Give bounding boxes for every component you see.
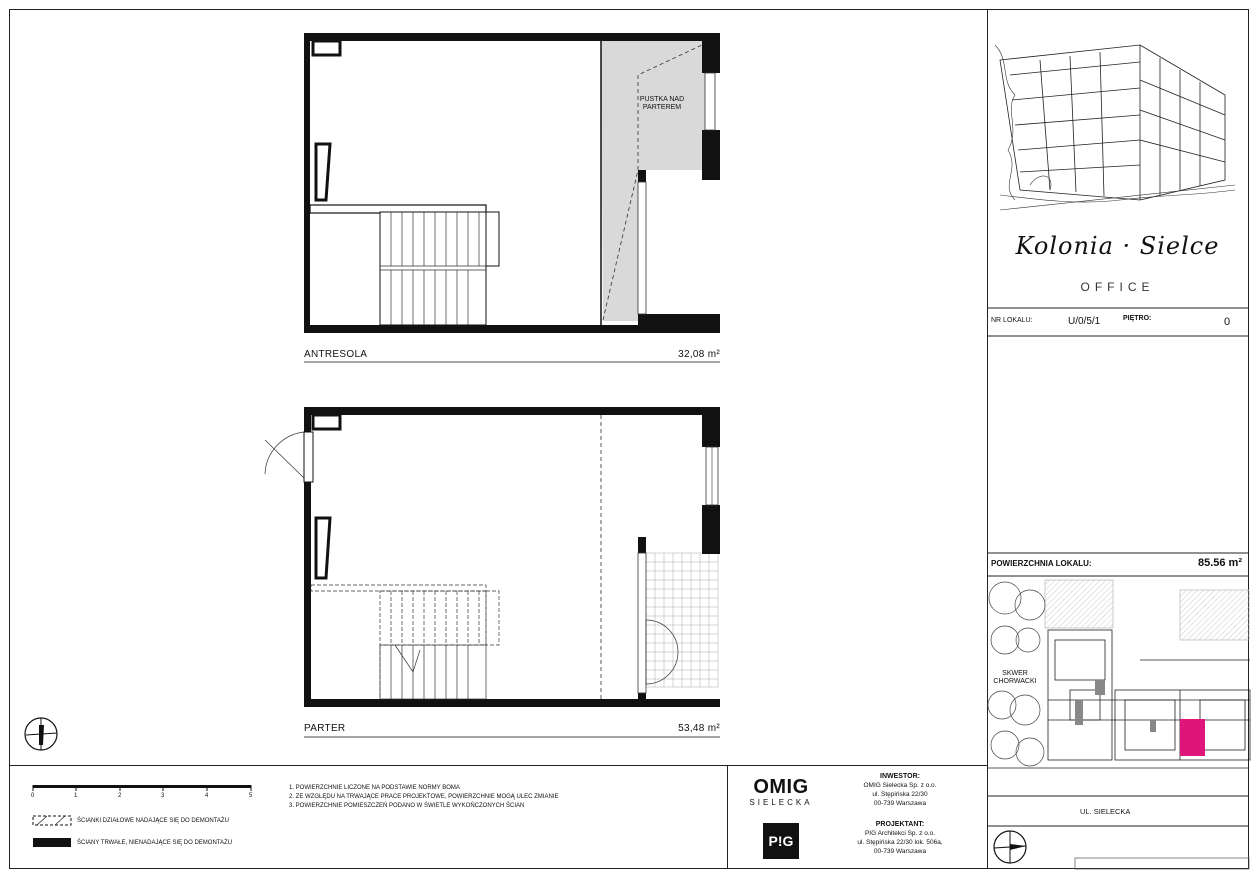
- investor-line-2: ul. Stępińska 22/30: [872, 791, 928, 798]
- antresola-area: 32,08 m²: [678, 349, 720, 360]
- pig-logo: P!G: [763, 823, 799, 859]
- parter-area: 53,48 m²: [678, 723, 720, 734]
- scale-tick-0: 0: [31, 793, 35, 799]
- map-label: SKWER CHORWACKI: [993, 670, 1037, 685]
- designer-line-3: 00-739 Warszawa: [873, 848, 927, 855]
- omig-logo: OMIG: [753, 776, 809, 798]
- antresola-label: ANTRESOLA: [304, 349, 368, 360]
- scale-tick-1: 1: [74, 793, 78, 799]
- legend-item-permanent: ŚCIANY TRWAŁE, NIENADAJĄCE SIĘ DO DEMONTAŻU: [77, 840, 233, 846]
- logo-line2: OFFICE: [1080, 280, 1155, 294]
- designer-line-2: ul. Stępińska 22/30 lok. 506a,: [857, 839, 943, 846]
- note-1: 1. POWIERZCHNIE LICZONE NA PODSTAWIE NORMY BOMA: [289, 785, 460, 791]
- parter-label: PARTER: [304, 723, 346, 734]
- street-label: UL. SIELECKA: [1080, 807, 1131, 816]
- note-3: 3. POWIERZCHNIE POMIESZCZEŃ PODANO W ŚWIETLE WYKOŃCZONYCH ŚCIAN: [289, 803, 525, 809]
- floor-label: PIĘTRO:: [1123, 315, 1152, 322]
- scale-tick-4: 4: [205, 793, 209, 799]
- scale-tick-5: 5: [249, 793, 253, 799]
- legend-item-demountable: ŚCIANKI DZIAŁOWE NADAJĄCE SIĘ DO DEMONTAŻU: [77, 818, 229, 824]
- designer-title: PROJEKTANT:: [875, 821, 925, 828]
- scale-tick-3: 3: [161, 793, 165, 799]
- investor-line-3: 00-739 Warszawa: [873, 800, 927, 807]
- unit-area-label: POWIERZCHNIA LOKALU:: [991, 559, 1092, 568]
- investor-title: INWESTOR:: [880, 773, 920, 780]
- floor-value: 0: [1224, 316, 1231, 328]
- unit-number: U/0/5/1: [1068, 316, 1101, 327]
- unit-number-label: NR LOKALU:: [991, 317, 1033, 324]
- scale-tick-2: 2: [118, 793, 122, 799]
- omig-logo-sub: SIELECKA: [749, 798, 813, 807]
- designer-line-1: PIG Architekci Sp. z o.o.: [864, 830, 936, 837]
- void-label: PUSTKA NAD PARTEREM: [639, 96, 685, 111]
- logo-line1: Kolonia · Sielce: [1015, 232, 1220, 260]
- unit-area-value: 85.56 m²: [1197, 557, 1242, 569]
- note-2: 2. ZE WZGLĘDU NA TRWAJĄCE PRACE PROJEKTOWE, POWIERZCHNIE MOGĄ ULEC ZMIANIE: [289, 794, 559, 800]
- investor-line-1: OMIG Sielecka Sp. z o.o.: [863, 782, 937, 789]
